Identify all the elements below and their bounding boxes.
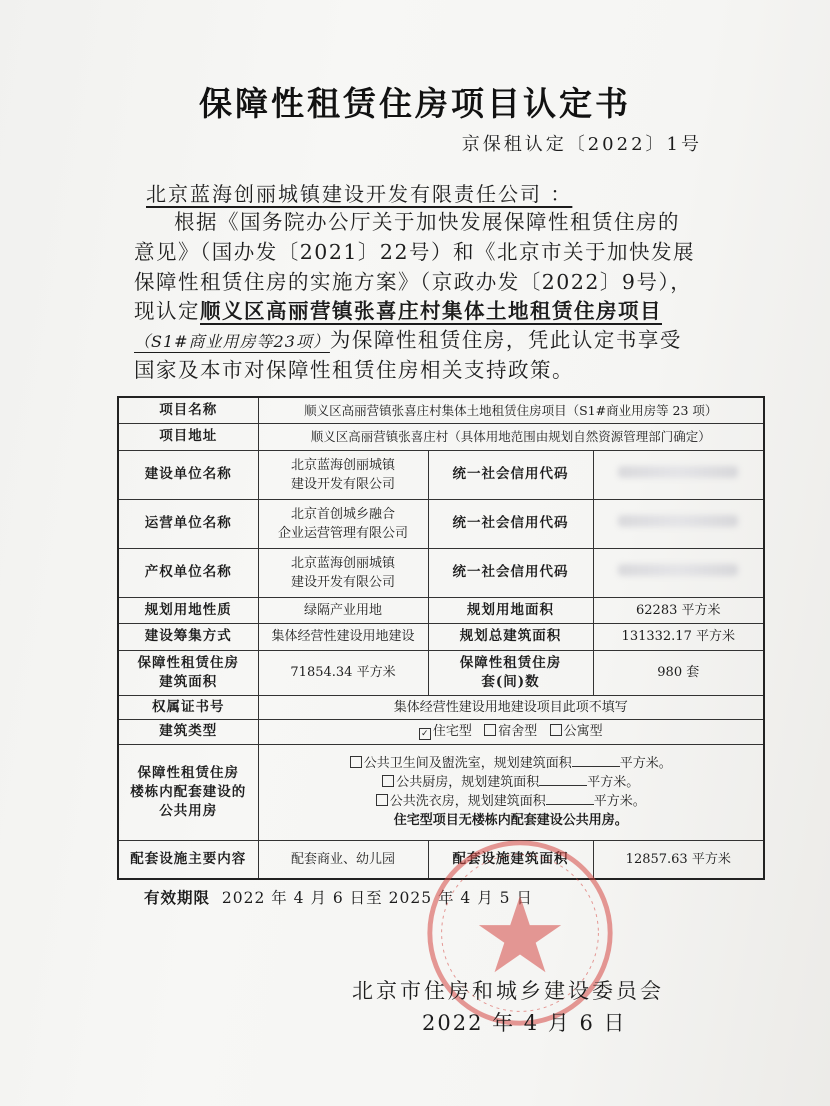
credit-code-label: 统一社会信用代码 (428, 499, 593, 548)
public-item-3-text: 公共洗衣房，规划建筑面积 (389, 794, 546, 810)
project-name-label: 项目名称 (118, 397, 258, 424)
unchecked-box-icon (484, 724, 496, 736)
project-scope-note: （S1#商业用房等23项） (134, 332, 330, 351)
build-method-label: 建设筹集方式 (118, 624, 258, 651)
public-item-1-text: 公共卫生间及盥洗室，规划建筑面积 (363, 756, 572, 772)
units-label-2: 套(间)数 (481, 673, 540, 690)
public-note: 住宅型项目无楼栋内配套建设公共用房。 (393, 813, 628, 829)
table-row (118, 650, 764, 695)
public-item-1 (263, 754, 760, 773)
issuing-authority: 北京市住房和城乡建设委员会 (352, 979, 664, 1003)
body-line-3: 保障性租赁住房的实施方案》（京政办发〔2022〕9号）， (134, 270, 693, 294)
building-type-label: 建筑类型 (118, 720, 258, 745)
validity-value: 2022 年 4 月 6 日至 2025 年 4 月 5 日 (221, 889, 533, 907)
land-area-value: 62283 平方米 (593, 597, 764, 624)
table-row (118, 597, 764, 624)
land-use-label: 规划用地性质 (118, 597, 258, 624)
table-row (118, 624, 764, 651)
table-row (118, 744, 764, 840)
owner-value (258, 548, 428, 597)
body-line-6: 国家及本市对保障性租赁住房相关支持政策。 (134, 358, 574, 382)
units-label-1: 保障性租赁住房 (459, 654, 562, 671)
owner-line-1: 北京蓝海创丽城镇 (290, 555, 395, 571)
body-line-1: 根据《国务院办公厅关于加快发展保障性租赁住房的 (174, 210, 680, 234)
operator-line-2: 企业运营管理有限公司 (277, 525, 408, 541)
table-row (118, 695, 764, 720)
build-method-value: 集体经营性建设用地建设 (258, 624, 428, 651)
unit-sqm: 平方米。 (619, 756, 672, 772)
document-number: 京保租认定〔2022〕1号 (461, 134, 702, 155)
type-residential: 住宅型 (432, 724, 472, 740)
credit-code-redacted (593, 499, 764, 548)
unchecked-box-icon (350, 756, 362, 768)
addressee: 北京蓝海创丽城镇建设开发有限责任公司 ： (146, 182, 573, 206)
unchecked-box-icon (376, 794, 388, 806)
table-row (118, 548, 764, 597)
public-item-2-text: 公共厨房，规划建筑面积 (396, 775, 540, 791)
table-row (118, 720, 764, 745)
credit-code-redacted (593, 548, 764, 597)
public-rooms-value (258, 744, 764, 840)
building-type-options (258, 720, 764, 745)
facilities-area-label: 配套设施建筑面积 (428, 840, 593, 879)
body-line-5-rest: 为保障性租赁住房，凭此认定书享受 (329, 328, 682, 352)
body-line-4 (134, 296, 734, 326)
body-line-5 (134, 325, 734, 357)
project-info-table (117, 396, 765, 880)
issue-date: 2022 年 4 月 6 日 (422, 1011, 627, 1035)
operator-label: 运营单位名称 (118, 499, 258, 548)
land-use-value: 绿隔产业用地 (258, 597, 428, 624)
public-rooms-label (118, 744, 258, 840)
rental-area-label-1: 保障性租赁住房 (137, 654, 239, 671)
units-label (428, 650, 593, 695)
type-apartment: 公寓型 (563, 724, 603, 740)
public-label-1: 保障性租赁住房 (137, 764, 239, 781)
table-row (118, 397, 764, 424)
body-line-2: 意见》（国办发〔2021〕22号）和《北京市关于加快发展 (134, 240, 696, 264)
land-area-label: 规划用地面积 (428, 597, 593, 624)
validity-label: 有效期限 (144, 888, 211, 907)
total-area-label: 规划总建筑面积 (428, 624, 593, 651)
public-label-2: 楼栋内配套建设的 (130, 783, 247, 800)
owner-label: 产权单位名称 (118, 548, 258, 597)
body-line-4-prefix: 现认定 (134, 299, 200, 323)
type-dorm: 宿舍型 (498, 724, 538, 740)
operator-value (258, 499, 428, 548)
checked-box-icon: ✓ (419, 728, 431, 740)
public-label-3: 公共用房 (159, 802, 218, 819)
credit-code-label: 统一社会信用代码 (428, 548, 593, 597)
table-row (118, 450, 764, 499)
unchecked-box-icon (550, 724, 562, 736)
total-area-value: 131332.17 平方米 (593, 624, 764, 651)
project-name-highlight: 顺义区高丽营镇张喜庄村集体土地租赁住房项目 (200, 299, 662, 323)
credit-code-redacted (593, 450, 764, 499)
table-row (118, 424, 764, 451)
owner-line-2: 建设开发有限公司 (290, 574, 395, 590)
facilities-label: 配套设施主要内容 (118, 840, 258, 879)
credit-code-label: 统一社会信用代码 (428, 450, 593, 499)
rental-area-value: 71854.34 平方米 (258, 650, 428, 695)
project-address-label: 项目地址 (118, 424, 258, 451)
cert-label: 权属证书号 (118, 695, 258, 720)
facilities-area-value: 12857.63 平方米 (593, 840, 764, 879)
builder-label: 建设单位名称 (118, 450, 258, 499)
builder-line-1: 北京蓝海创丽城镇 (290, 457, 395, 473)
units-value: 980 套 (593, 650, 764, 695)
builder-line-2: 建设开发有限公司 (290, 476, 395, 492)
rental-area-label (118, 650, 258, 695)
public-item-2 (263, 773, 760, 792)
builder-value (258, 450, 428, 499)
unchecked-box-icon (382, 775, 394, 787)
cert-value: 集体经营性建设用地建设项目此项不填写 (258, 695, 764, 720)
operator-line-1: 北京首创城乡融合 (290, 506, 395, 522)
document-title: 保障性租赁住房项目认定书 (199, 84, 631, 123)
public-item-3 (263, 792, 760, 811)
unit-sqm: 平方米。 (593, 794, 646, 810)
table-row (118, 499, 764, 548)
unit-sqm: 平方米。 (587, 775, 640, 791)
facilities-value: 配套商业、幼儿园 (258, 840, 428, 879)
project-address-value: 顺义区高丽营镇张喜庄村（具体用地范围由规划自然资源管理部门确定） (258, 424, 764, 451)
project-name-value: 顺义区高丽营镇张喜庄村集体土地租赁住房项目（S1#商业用房等 23 项） (258, 397, 764, 424)
rental-area-label-2: 建筑面积 (159, 673, 218, 690)
